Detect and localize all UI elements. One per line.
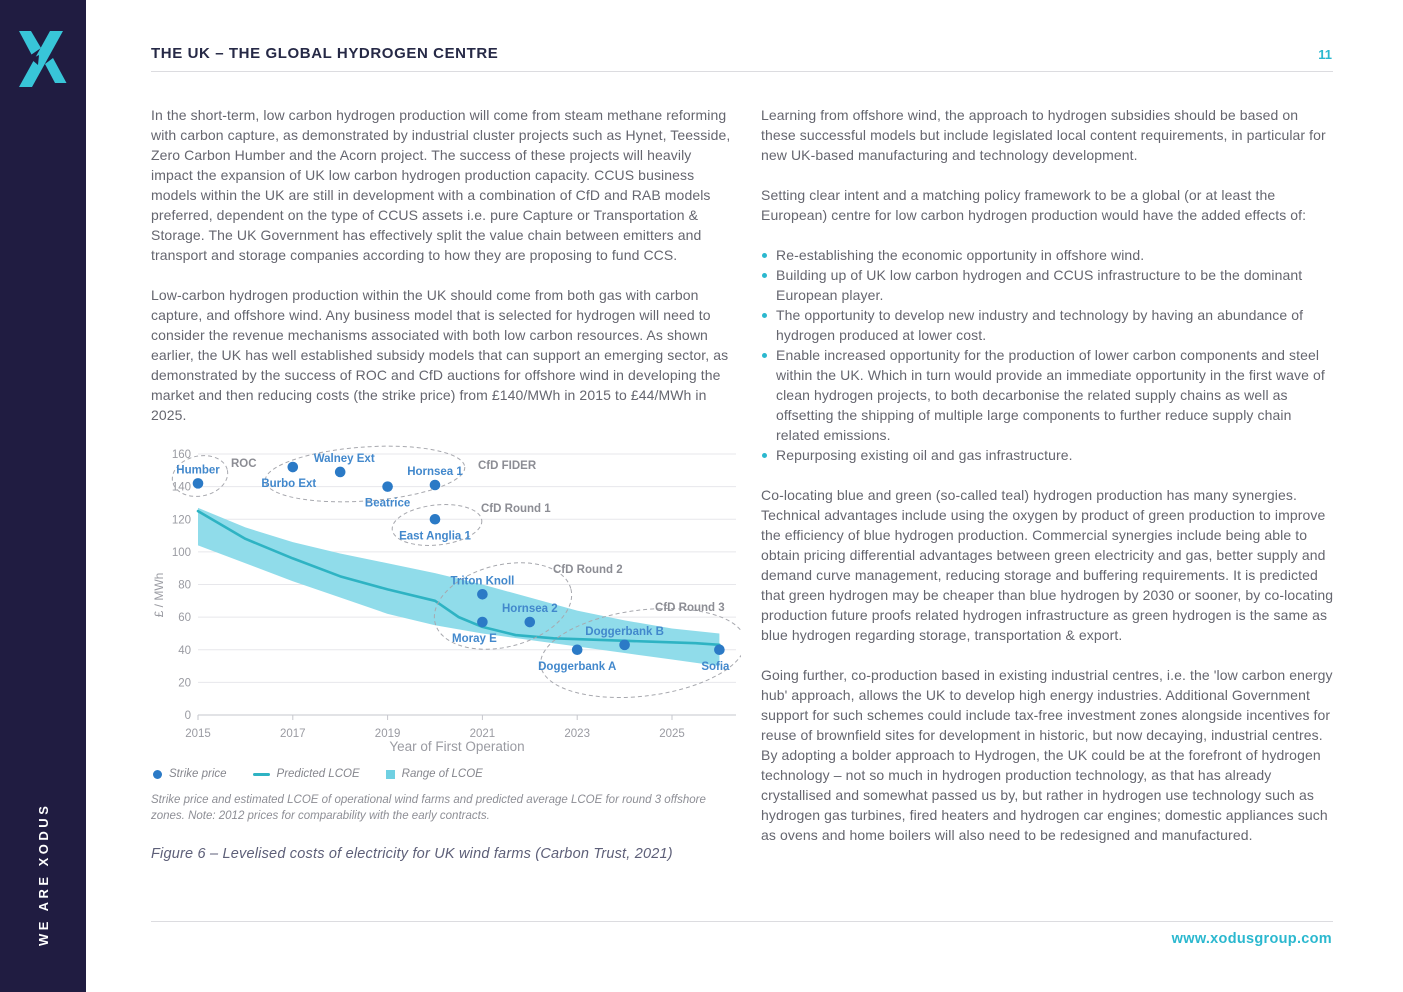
group-label: CfD Round 1: [481, 503, 551, 515]
y-tick-label: 120: [171, 514, 191, 527]
bullet-item: Enable increased opportunity for the production of lower carbon components and steel within the UK. Which in turn would provide an immediate opportunity in the first wave of clean hydrogen projects, to both decarbonise the related supply chains as well as offsetting the shipping of multiple large components to further reduce supply chain related emissions.: [761, 345, 1334, 445]
x-tick-label: 2017: [280, 728, 306, 740]
strike-price-point: [430, 480, 441, 491]
point-label: East Anglia 1: [399, 530, 471, 543]
strike-price-point: [382, 481, 393, 492]
point-label: Doggerbank B: [585, 625, 664, 638]
x-tick-label: 2015: [185, 728, 211, 740]
figure6-chart-wrap: [151, 445, 736, 862]
y-tick-label: 20: [178, 677, 191, 690]
point-label: Burbo Ext: [261, 478, 317, 491]
point-label: Sofia: [701, 660, 730, 673]
y-tick-label: 40: [178, 644, 191, 657]
bullet-list: [761, 245, 1334, 465]
x-tick-label: 2025: [659, 728, 685, 740]
legend-item: [386, 768, 483, 780]
bullet-item: Building up of UK low carbon hydrogen and CCUS infrastructure to be the dominant European player.: [761, 265, 1334, 305]
chart-legend: [153, 768, 736, 780]
strike-price-point: [335, 467, 346, 478]
bullet-item: The opportunity to develop new industry and technology by having an abundance of hydrogen produced at lower cost.: [761, 305, 1334, 345]
legend-square-marker: [386, 770, 395, 779]
legend-dot-marker: [153, 770, 162, 779]
legend-item: [253, 768, 360, 780]
x-axis-title: Year of First Operation: [389, 739, 525, 754]
point-label: Doggerbank A: [538, 660, 617, 673]
bullet-item: Re-establishing the economic opportunity in offshore wind.: [761, 245, 1334, 265]
strike-price-point: [288, 462, 299, 473]
header-divider: [151, 71, 1333, 72]
sidebar: [0, 0, 86, 992]
strike-price-point: [572, 644, 583, 655]
x-tick-label: 2021: [469, 728, 496, 740]
point-label: Humber: [176, 464, 220, 477]
paragraph: Low-carbon hydrogen production within the UK should come from both gas with carbon capture, and offshore wind. Any business model that is selected for hydrogen will need to consider the revenue mechanisms associated with both low carbon resources. As shown earlier, the UK has well established subsidy models that can support an emerging sector, as demonstrated by the success of ROC and CfD auctions for offshore wind in developing the market and then reducing costs (the strike price) from £140/MWh in 2015 to £44/MWh in 2025.: [151, 287, 729, 423]
we-are-xodus-vertical-text: WE ARE XODUS: [36, 802, 51, 946]
point-label: Walney Ext: [313, 452, 375, 465]
left-column: [151, 105, 736, 862]
legend-label: Predicted LCOE: [276, 768, 360, 780]
point-label: Hornsea 1: [407, 465, 463, 478]
strike-price-point: [430, 514, 441, 525]
point-label: Moray E: [452, 633, 497, 646]
y-axis-title: £ / MWh: [152, 572, 166, 618]
group-label: ROC: [231, 458, 257, 470]
left-paragraphs: [151, 105, 736, 425]
group-label: CfD Round 3: [655, 602, 725, 614]
right-intro-paragraphs: [761, 105, 1334, 225]
y-tick-label: 80: [178, 579, 191, 592]
point-label: Beatrice: [364, 497, 411, 510]
legend-item: [153, 768, 227, 780]
strike-price-point: [525, 617, 536, 628]
strike-price-point: [477, 617, 488, 628]
right-closing-paragraphs: [761, 485, 1334, 845]
y-tick-label: 160: [171, 449, 191, 461]
xodus-logo: [17, 26, 67, 88]
point-label: Triton Knoll: [450, 575, 515, 588]
y-tick-label: 60: [178, 612, 191, 625]
group-label: CfD FIDER: [478, 460, 537, 472]
point-label: Hornsea 2: [501, 603, 558, 616]
legend-label: Strike price: [169, 768, 227, 780]
chart-note: Strike price and estimated LCOE of operational wind farms and predicted average LCOE for round 3 offshore zones. Note: 2012 prices for comparability with the early contracts.: [151, 794, 706, 822]
footer-link[interactable]: www.xodusgroup.com: [1171, 931, 1332, 947]
legend-label: Range of LCOE: [401, 768, 483, 780]
right-column: [761, 105, 1334, 865]
group-label: CfD Round 2: [553, 564, 623, 576]
x-tick-label: 2019: [374, 728, 401, 740]
page-number: 11: [1318, 47, 1332, 62]
strike-price-point: [714, 644, 725, 655]
strike-price-point: [193, 478, 204, 489]
bullet-item: Repurposing existing oil and gas infrastructure.: [761, 445, 1334, 465]
footer-divider: [151, 921, 1333, 922]
legend-line-marker: [253, 773, 270, 776]
paragraph: Learning from offshore wind, the approach to hydrogen subsidies should be based on these successful models but include legislated local content requirements, in particular for new UK-based manufacturing and technology development.: [761, 107, 1326, 163]
strike-price-point: [477, 589, 488, 600]
section-title: THE UK – THE GLOBAL HYDROGEN CENTRE: [151, 45, 499, 62]
figure6-chart: [151, 445, 741, 757]
paragraph: Setting clear intent and a matching policy framework to be a global (or at least the European) centre for low carbon hydrogen production would have the added effects of:: [761, 187, 1307, 223]
y-tick-label: 140: [171, 481, 191, 494]
paragraph: Going further, co-production based in existing industrial centres, i.e. the 'low carbon energy hub' approach, allows the UK to develop high energy industries. Additional Government support for such schemes could include tax-free investment zones alongside incentives for reuse of brownfield sites for development in historic, but now decaying, industrial centres. By adopting a bolder approach to Hydrogen, the UK could be at the forefront of hydrogen technology – not so much in hydrogen production technology, as that has already crystallised and somewhat passed us by, but rather in hydrogen use technology such as hydrogen gas turbines, fired heaters and hydrogen car engines; domestic appliances such as ovens and home boilers will also need to be redesigned and manufactured.: [761, 667, 1333, 843]
figure-caption: Figure 6 – Levelised costs of electricity for UK wind farms (Carbon Trust, 2021): [151, 846, 673, 862]
paragraph: In the short-term, low carbon hydrogen production will come from steam methane reforming with carbon capture, as demonstrated by industrial cluster projects such as Hynet, Teesside, Zero Carbon Humber and the Acorn project. The success of these projects will heavily impact the expansion of UK low carbon hydrogen production capacity. CCUS business models within the UK are still in development with a combination of CfD and RAB models preferred, dependent on the type of CCUS assets i.e. pure Capture or Transportation & Storage. The UK Government has effectively split the value chain between emitters and transport and storage companies according to how they are proposing to fund CCS.: [151, 107, 731, 263]
paragraph: Co-locating blue and green (so-called teal) hydrogen production has many synergies. Technical advantages include using the oxygen by product of green production to improve the efficiency of blue hydrogen production. Commercial synergies include being able to obtain pricing differential advantages between green electricity and gas, better supply and demand curve management, reducing storage and buffering requirements. It is predicted that green hydrogen may be cheaper than blue hydrogen by 2030 or sooner, by co-locating production future proofs related hydrogen infrastructure as green hydrogen is the same as blue hydrogen regarding storage, transportation & export.: [761, 487, 1334, 643]
x-tick-label: 2023: [564, 728, 590, 740]
y-tick-label: 0: [184, 710, 191, 722]
y-tick-label: 100: [171, 546, 191, 559]
strike-price-point: [619, 640, 630, 651]
